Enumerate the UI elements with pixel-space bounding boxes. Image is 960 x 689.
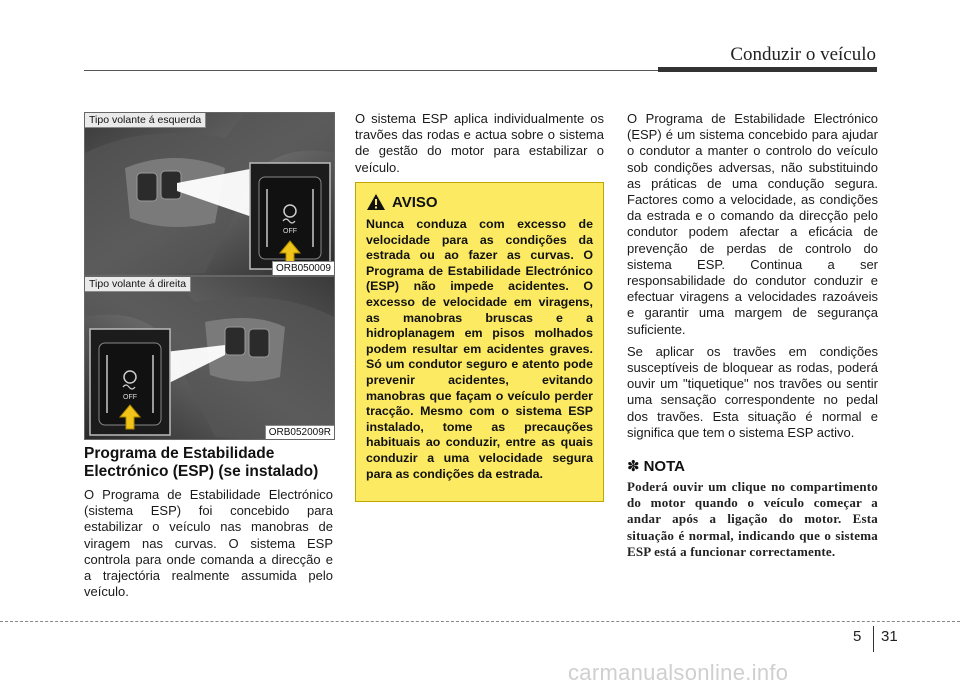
section-paragraph: O Programa de Estabilidade Electrónico (sistema ESP) foi concebido para estabilizar o veículo nas manobras de viragem nas curvas. O sistema ESP controla para onde comanda a direcção e a trajectória realmente assumida pelo veículo. bbox=[84, 487, 333, 600]
note-title: NOTA bbox=[643, 457, 685, 475]
warning-body: Nunca conduza com excesso de velocidade para as condições da estrada ou ao fazer as curvas. O Programa de Estabilidade Electrónico (ESP) não impede acidentes. O excesso de velocidade em viragens, as manobras bruscas e a hidroplanagem em pisos molhados podem resultar em acidentes graves. Só um condutor seguro e atento pode prevenir acidentes, evitando manobras que façam o veículo perder tracção. Mesmo com o sistema ESP instalado, tome as precauções habituais ao conduzir, entre as quais conduzir a uma velocidade segura para as condições da estrada. bbox=[366, 217, 593, 481]
dashboard-photo-rhd bbox=[85, 277, 334, 439]
page-number-divider bbox=[873, 626, 874, 652]
watermark: carmanualsonline.info bbox=[568, 660, 789, 685]
brake-paragraph: Se aplicar os travões em condições susceptíveis de bloquear as rodas, poderá ouvir um "tiquetique" nos travões ou sentir uma sensação correspondente no pedal dos travões. Esta situação é normal e significa que tem o sistema ESP activo. bbox=[627, 343, 878, 440]
note-header bbox=[627, 457, 878, 475]
section-heading: Programa de Estabilidade Electrónico (ESP) (se instalado) bbox=[84, 445, 319, 480]
esp-intro-paragraph: O sistema ESP aplica individualmente os travões das rodas e actua sobre o sistema de gestão do motor para estabilizar o veículo. bbox=[355, 111, 604, 175]
page-number: 31 bbox=[881, 628, 898, 645]
figure-tag: Tipo volante á esquerda bbox=[85, 113, 206, 128]
column-3 bbox=[627, 111, 878, 560]
figure-rhd-photo bbox=[84, 276, 335, 440]
header-rule-accent bbox=[658, 67, 877, 72]
chapter-title: Conduzir o veículo bbox=[730, 44, 876, 65]
note-star-icon: ✽ bbox=[627, 458, 640, 476]
figure-tag: Tipo volante á direita bbox=[85, 277, 191, 292]
warning-title: AVISO bbox=[392, 193, 438, 211]
warning-triangle-icon bbox=[366, 193, 386, 211]
esp-description-paragraph: O Programa de Estabilidade Electrónico (ESP) é um sistema concebido para ajudar o condutor a manter o controlo do veículo sob condições adversas, não substituindo as práticas de uma condução segura. Factores como a velocidade, as condições da estrada e o comando da direcção pelo condutor podem afectar a eficácia de prevenção de perdas de controlo do sistema ESP. Continua a ser responsabilidade do condutor conduzir e efectuar viragens a velocidades razoáveis e garantir uma margem de segurança suficiente. bbox=[627, 111, 878, 337]
figure-code: ORB052009R bbox=[265, 425, 334, 439]
dashboard-photo-lhd bbox=[85, 113, 334, 275]
esp-off-label: OFF bbox=[123, 394, 137, 401]
figure-lhd-photo bbox=[84, 112, 335, 276]
figure-code: ORB050009 bbox=[272, 261, 334, 275]
chapter-number: 5 bbox=[853, 628, 862, 645]
esp-off-label: OFF bbox=[283, 228, 297, 235]
warning-box bbox=[355, 182, 604, 502]
note-body: Poderá ouvir um clique no compartimento do motor quando o veículo começar a andar após a ligação do motor. Esta situação é normal, indicando que o sistema ESP está a funcionar correctamente. bbox=[627, 479, 878, 559]
footer-rule bbox=[0, 621, 960, 622]
warning-header bbox=[366, 193, 593, 211]
